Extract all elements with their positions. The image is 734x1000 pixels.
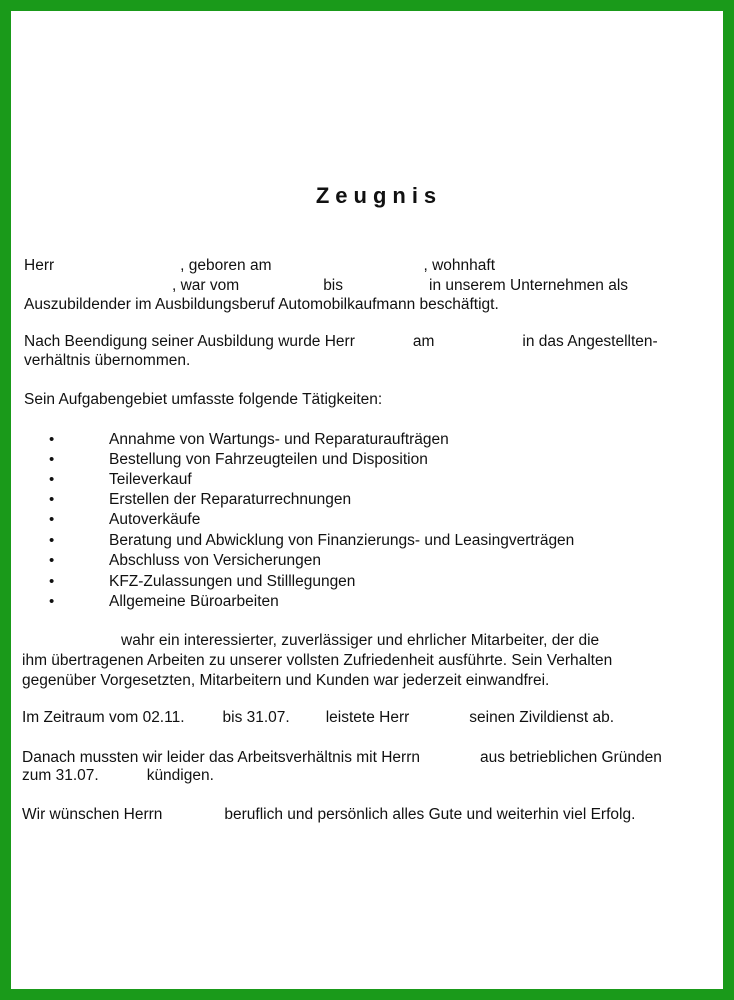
list-item: Bestellung von Fahrzeugteilen und Disposition xyxy=(109,451,428,468)
document-page xyxy=(11,11,723,989)
bullet-icon: • xyxy=(49,593,55,610)
document-title: Zeugnis xyxy=(315,183,443,208)
list-item: Teileverkauf xyxy=(109,471,192,488)
bullet-icon: • xyxy=(49,552,55,569)
list-item: Annahme von Wartungs- und Reparaturaufträgen xyxy=(109,431,449,448)
list-item: Erstellen der Reparaturrechnungen xyxy=(109,491,352,508)
p1-line-3: Auszubildender im Ausbildungsberuf Automobilkaufmann beschäftigt. xyxy=(24,296,499,313)
list-item: Beratung und Abwicklung von Finanzierungs- und Leasingverträgen xyxy=(109,532,575,549)
bullet-icon: • xyxy=(49,471,55,488)
p6-line-2: zum 31.07. kündigen. xyxy=(22,767,214,784)
list-item: Abschluss von Versicherungen xyxy=(109,552,321,569)
p4-line-3: gegenüber Vorgesetzten, Mitarbeitern und Kunden war jederzeit einwandfrei. xyxy=(22,672,550,689)
list-item: Autoverkäufe xyxy=(109,511,201,528)
bullet-icon: • xyxy=(49,451,55,468)
p7-line: Wir wünschen Herrn beruflich und persönlich alles Gute und weiterhin viel Erfolg. xyxy=(22,806,636,823)
p2-line-2: verhältnis übernommen. xyxy=(24,352,191,369)
p5-line: Im Zeitraum vom 02.11. bis 31.07. leistete Herr seinen Zivildienst ab. xyxy=(22,709,615,726)
p4-line-2: ihm übertragenen Arbeiten zu unserer vollsten Zufriedenheit ausführte. Sein Verhalten xyxy=(22,652,613,669)
list-item: KFZ-Zulassungen und Stilllegungen xyxy=(109,573,356,590)
p3-line: Sein Aufgabengebiet umfasste folgende Tätigkeiten: xyxy=(24,391,383,408)
bullet-icon: • xyxy=(49,532,55,549)
list-item: Allgemeine Büroarbeiten xyxy=(109,593,279,610)
p2-line-1: Nach Beendigung seiner Ausbildung wurde Herr am in das Angestellten- xyxy=(24,333,658,350)
bullet-icon: • xyxy=(49,511,55,528)
bullet-icon: • xyxy=(49,431,55,448)
p1-line-2: , war vom bis in unserem Unternehmen als xyxy=(172,277,629,294)
p4-line-1: wahr ein interessierter, zuverlässiger und ehrlicher Mitarbeiter, der die xyxy=(121,632,600,649)
p1-line-1: Herr , geboren am , wohnhaft xyxy=(24,257,496,274)
p6-line-1: Danach mussten wir leider das Arbeitsverhältnis mit Herrn aus betrieblichen Gründen xyxy=(22,749,662,766)
bullet-icon: • xyxy=(49,573,55,590)
bullet-icon: • xyxy=(49,491,55,508)
